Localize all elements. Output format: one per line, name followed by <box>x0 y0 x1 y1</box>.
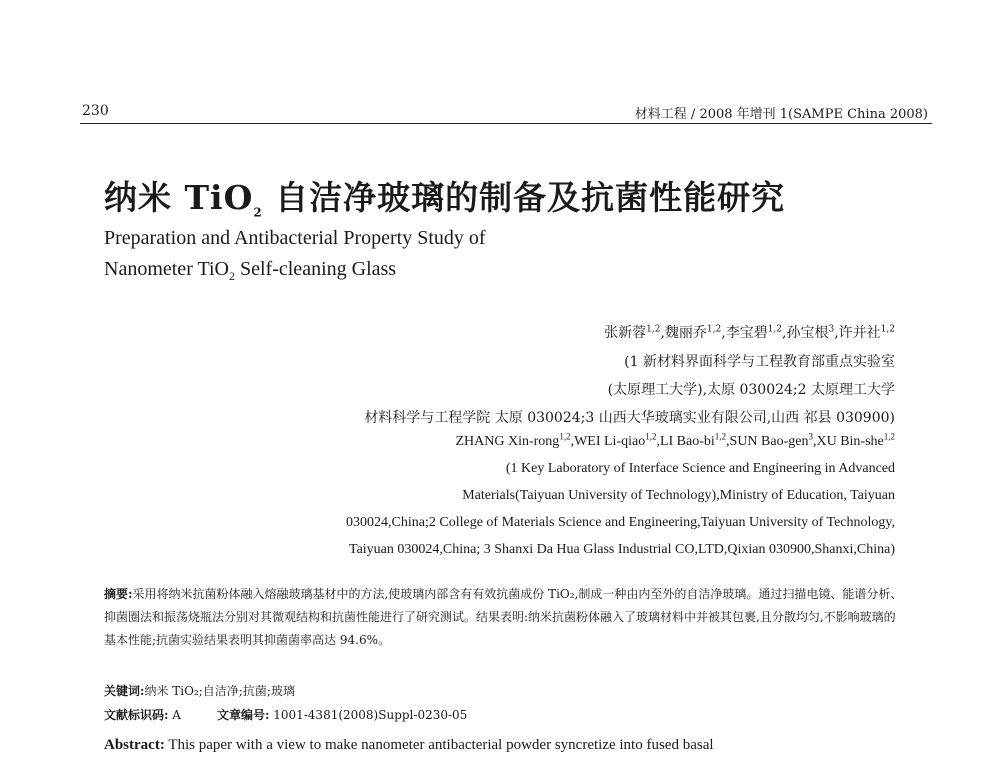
page-number: 230 <box>82 103 109 119</box>
affiliation-chinese-line-1: (1 新材料界面科学与工程教育部重点实验室 <box>624 354 895 370</box>
abstract-english-label: Abstract: <box>104 737 165 753</box>
affiliation-english-line-4: Taiyuan 030024,China; 3 Shanxi Da Hua Glass Industrial CO,LTD,Qixian 030900,Shanxi,China) <box>349 542 895 557</box>
affiliation-english-line-2: Materials(Taiyuan University of Technology),Ministry of Education, Taiyuan <box>462 488 895 503</box>
abstract-english-text: This paper with a view to make nanometer antibacterial powder syncretize into fused basal <box>168 737 714 753</box>
title-english <box>104 223 486 285</box>
title-chinese: 纳米 TiO$_2$ 自洁净玻璃的制备及抗菌性能研究 <box>104 178 786 220</box>
journal-header: 材料工程 / 2008 年增刊 1(SAMPE China 2008) <box>634 107 928 122</box>
header-rule <box>80 123 932 124</box>
affiliation-english-line-1: (1 Key Laboratory of Interface Science and Engineering in Advanced <box>505 461 895 476</box>
keywords <box>104 682 295 699</box>
keywords-label: 关键词: <box>104 684 145 698</box>
keywords-text: 纳米 TiO₂;自洁净;抗菌;玻璃 <box>144 684 295 698</box>
title-english-line-2: Nanometer TiO$_2$ Self-cleaning Glass <box>104 258 397 283</box>
article-number-label: 文章编号: <box>216 708 270 722</box>
article-number-value: 1001-4381(2008)Suppl-0230-05 <box>273 708 468 722</box>
document-info <box>104 706 467 723</box>
abstract-chinese-text: 采用将纳米抗菌粉体融入熔融玻璃基材中的方法,使玻璃内部含有有效抗菌成份 TiO₂,制成一种由内至外的自洁净玻璃。通过扫描电镜、能谱分析、抑菌圈法和振荡烧瓶法分别对其微观结构和抗菌性能进行了研究测试。结果表明:纳米抗菌粉体融入了玻璃材料中并被其包裹,且分散均匀,不影响玻璃的基本性能;抗菌实验结果表明其抑菌菌率高达 94.6%。 <box>104 587 903 647</box>
affiliation-english-line-3: 030024,China;2 College of Materials Science and Engineering,Taiyuan University of Technology, <box>346 515 895 530</box>
authors-chinese: 张新蓉$^{1,2}$,魏丽乔$^{1,2}$,李宝碧$^{1,2}$,孙宝根$^3$,许并社$^{1,2}$ <box>604 324 895 341</box>
title-english-line-1: Preparation and Antibacterial Property Study of <box>104 227 486 249</box>
authors-english: ZHANG Xin-rong$^{1,2}$,WEI Li-qiao$^{1,2}$,LI Bao-bi$^{1,2}$,SUN Bao-gen$^3$,XU Bin-she$^{1,2}$ <box>455 431 895 449</box>
affiliation-chinese-line-3: 材料科学与工程学院 太原 030024;3 山西大华玻璃实业有限公司,山西 祁县 030900) <box>364 410 895 426</box>
abstract-english <box>104 737 714 754</box>
abstract-chinese <box>104 583 904 652</box>
doc-class-value: A <box>172 708 181 722</box>
doc-class-label: 文献标识码: <box>104 708 169 722</box>
affiliation-chinese-line-2: (太原理工大学),太原 030024;2 太原理工大学 <box>607 382 895 398</box>
abstract-chinese-label: 摘要: <box>104 587 133 601</box>
